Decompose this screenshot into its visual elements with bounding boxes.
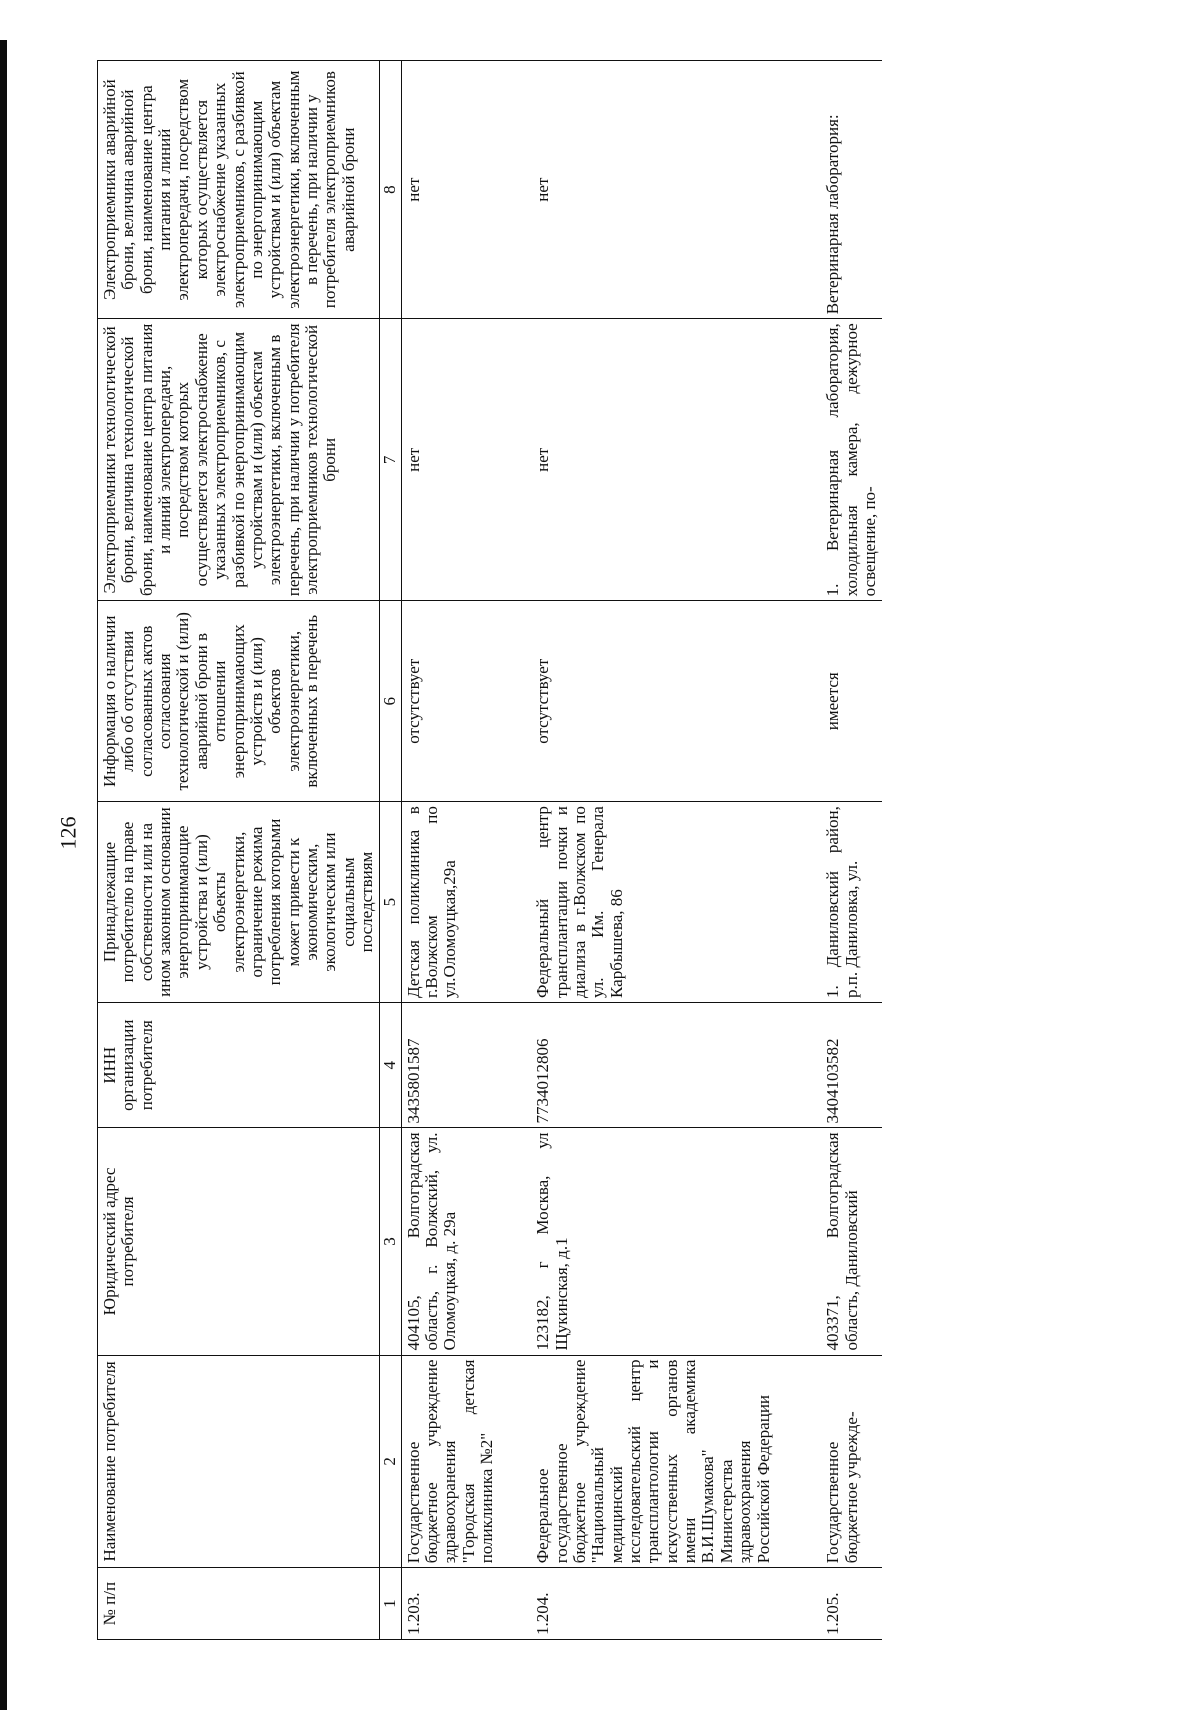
column-number: 5 [380,802,401,1003]
acts-status: имеется [821,601,882,802]
consumer-name: Федеральное государственное бюджетное учреждение "Национальный медицинский исследовательский центр трансплантологии и искусственных органов имени академика В.И.Шумакова" Министерства здравоохранения Российской Федерации [531,1355,821,1568]
column-number: 8 [380,61,401,319]
table-row [531,61,821,1640]
column-number: 2 [380,1355,401,1568]
row-num: 1.205. [821,1568,882,1640]
consumer-inn: 3404103582 [821,1002,882,1128]
tech-reserve: нет [531,319,821,601]
tech-reserve: 1. Ветеринарная лаборатория, холодильная камера, дежурное освещение, по- [821,319,882,601]
column-number: 3 [380,1128,401,1355]
table-row [821,61,882,1640]
header-objects: Принадлежащие потребителю на праве собственности или на ином законном основании энергопринимающие устройства и (или) объекты электроэнергетики, ограничение режима потребления которыми может привести к экономическим, экологическим или социальным последствиям [98,802,380,1003]
header-tech-reserve: Электроприемники технологической брони, величина технологической брони, наименование центра питания и линий электропередачи, посредством которых осуществляется электроснабжение указанных электроприемников, с разбивкой по энергопринимающим устройствам и (или) объектам электроэнергетики, включенным в перечень, при наличии у потребителя электроприемников технологической брони [98,319,380,601]
consumer-objects: Федеральный центр трансплантации почки и диализа в г.Волжском по ул. Им. Генерала Карбышева, 86 [531,802,821,1003]
row-num: 1.203. [401,1568,531,1640]
emergency-reserve: Ветеринарная лаборатория: [821,61,882,319]
header-row [98,61,380,1640]
column-number: 7 [380,319,401,601]
consumer-objects: 1. Даниловский район, р.п. Даниловка, ул. [821,802,882,1003]
acts-status: отсутствует [531,601,821,802]
consumer-objects: Детская поликлиника в г.Волжском по ул.Оломоуцкая,29а [401,802,531,1003]
header-inn: ИНН организации потребителя [98,1002,380,1128]
header-acts: Информация о наличии либо об отсутствии согласованных актов согласования технологической и (или) аварийной брони в отношении энергопринимающих устройств и (или) объектов электроэнергетики, включенных в перечень [98,601,380,802]
tech-reserve: нет [401,319,531,601]
consumers-table-wrapper [97,60,1117,1640]
emergency-reserve: нет [531,61,821,319]
column-number: 4 [380,1002,401,1128]
column-number: 1 [380,1568,401,1640]
consumer-address: 123182, г Москва, ул Щукинская, д.1 [531,1128,821,1355]
page-number: 126 [55,816,81,850]
header-num: № п/п [98,1568,380,1640]
consumer-name: Государственное бюджетное учрежде- [821,1355,882,1568]
acts-status: отсутствует [401,601,531,802]
column-number: 6 [380,601,401,802]
consumer-name: Государственное бюджетное учреждение здравоохранения "Городская детская поликлиника №2" [401,1355,531,1568]
consumers-table [97,60,882,1640]
table-row [401,61,531,1640]
row-num: 1.204. [531,1568,821,1640]
consumer-address: 404105, Волгоградская область, г. Волжский, ул. Оломоуцкая, д. 29а [401,1128,531,1355]
consumer-inn: 7734012806 [531,1002,821,1128]
header-name: Наименование потребителя [98,1355,380,1568]
scan-edge [0,40,7,1710]
consumer-address: 403371, Волгоградская область, Даниловский [821,1128,882,1355]
column-number-row [380,61,401,1640]
header-address: Юридический адрес потребителя [98,1128,380,1355]
header-emergency-reserve: Электроприемники аварийной брони, величина аварийной брони, наименование центра питания и линий электропередачи, посредством которых осуществляется электроснабжение указанных электроприемников, с разбивкой по энергопринимающим устройствам и (или) объектам электроэнергетики, включенным в перечень, при наличии у потребителя электроприемников аварийной брони [98,61,380,319]
emergency-reserve: нет [401,61,531,319]
consumer-inn: 3435801587 [401,1002,531,1128]
